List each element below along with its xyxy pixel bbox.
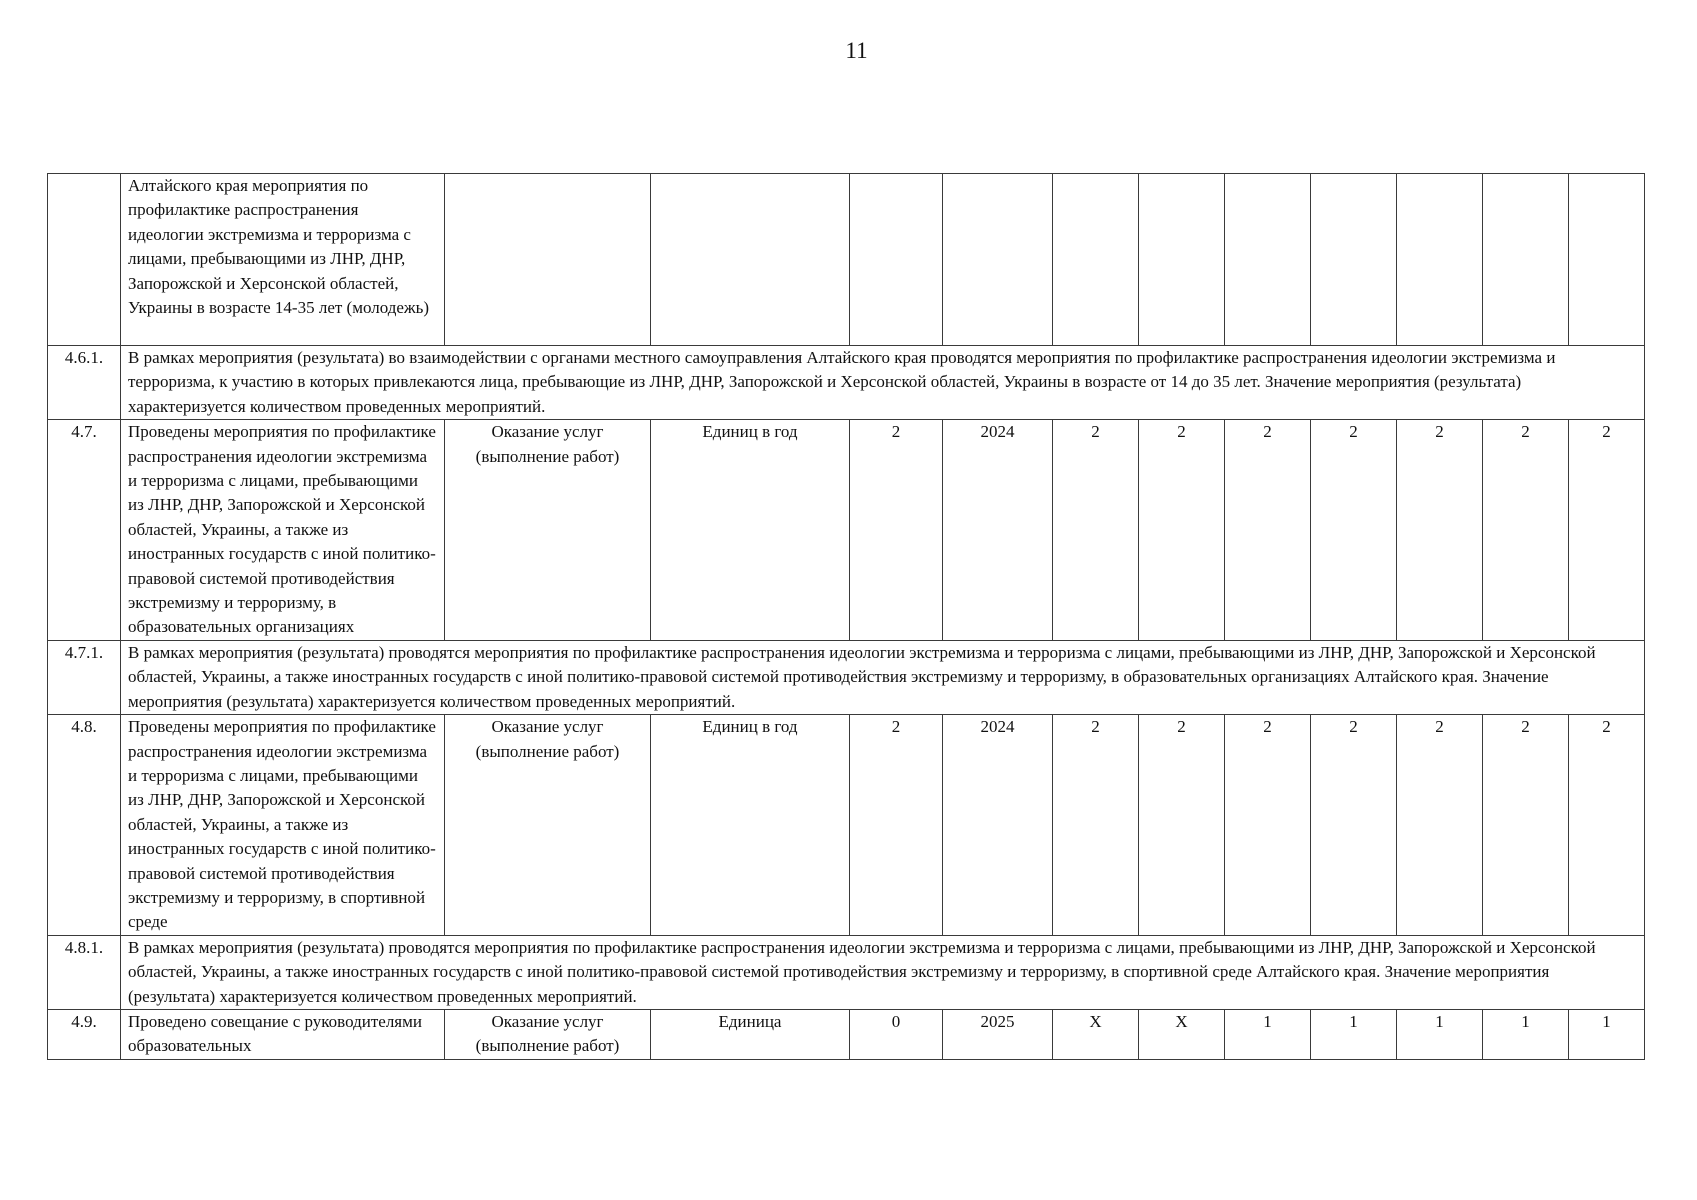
value-cell: 1 [1483, 1009, 1569, 1059]
indicator-table [47, 173, 1645, 1060]
type-cell: Оказание услуг (выполнение работ) [445, 420, 651, 641]
unit-cell: Единиц в год [651, 715, 850, 936]
description-cell: В рамках мероприятия (результата) проводятся мероприятия по профилактике распространения идеологии экстремизма и терроризма с лицами, пребывающими из ЛНР, ДНР, Запорожской и Херсонской областей, Украины, а также иностранных государств с иной политико-правовой системой противодействия экстремизму и терроризму, в спортивной среде Алтайского края. Значение мероприятия (результата) характеризуется количеством проведенных мероприятий. [121, 935, 1645, 1009]
table-row-4-9 [48, 1009, 1645, 1059]
empty-cell [651, 174, 850, 346]
row-number-cell: 4.6.1. [48, 346, 121, 420]
value-cell: 2 [1139, 715, 1225, 936]
table-row-continuation [48, 174, 1645, 346]
value-cell: 2 [1225, 715, 1311, 936]
row-number-cell: 4.7.1. [48, 640, 121, 714]
empty-cell [850, 174, 943, 346]
value-cell: 2 [1397, 715, 1483, 936]
row-number-cell [48, 174, 121, 346]
description-cell: В рамках мероприятия (результата) во взаимодействии с органами местного самоуправления Алтайского края проводятся мероприятия по профилактике распространения идеологии экстремизма и терроризма, к участию в которых привлекаются лица, пребывающие из ЛНР, ДНР, Запорожской и Херсонской областей, Украины в возрасте от 14 до 35 лет. Значение мероприятия (результата) характеризуется количеством проведенных мероприятий. [121, 346, 1645, 420]
measure-name-cell: Алтайского края мероприятия по профилактике распространения идеологии экстремизма и терроризма с лицами, пребывающими из ЛНР, ДНР, Запорожской и Херсонской областей, Украины в возрасте 14-35 лет (молодежь) [121, 174, 445, 346]
type-cell: Оказание услуг (выполнение работ) [445, 1009, 651, 1059]
row-number-cell: 4.8.1. [48, 935, 121, 1009]
base-year-cell: 2025 [943, 1009, 1053, 1059]
unit-cell: Единица [651, 1009, 850, 1059]
empty-cell [1483, 174, 1569, 346]
value-cell: 2 [1569, 420, 1645, 641]
value-cell: 2 [1053, 715, 1139, 936]
base-year-cell: 2024 [943, 715, 1053, 936]
table-row-description-4-7-1 [48, 640, 1645, 714]
empty-cell [1397, 174, 1483, 346]
description-cell: В рамках мероприятия (результата) проводятся мероприятия по профилактике распространения идеологии экстремизма и терроризма с лицами, пребывающими из ЛНР, ДНР, Запорожской и Херсонской областей, Украины, а также иностранных государств с иной политико-правовой системой противодействия экстремизму и терроризму, в образовательных организациях Алтайского края. Значение мероприятия (результата) характеризуется количеством проведенных мероприятий. [121, 640, 1645, 714]
empty-cell [1569, 174, 1645, 346]
value-cell: 1 [1311, 1009, 1397, 1059]
value-cell: 2 [1397, 420, 1483, 641]
measure-name-cell: Проведены мероприятия по профилактике распространения идеологии экстремизма и терроризма с лицами, пребывающими из ЛНР, ДНР, Запорожской и Херсонской областей, Украины, а также из иностранных государств с иной политико-правовой системой противодействия экстремизму и терроризму, в спортивной среде [121, 715, 445, 936]
empty-cell [1053, 174, 1139, 346]
value-cell: 2 [1311, 420, 1397, 641]
base-value-cell: 2 [850, 420, 943, 641]
value-cell: 2 [1225, 420, 1311, 641]
empty-cell [943, 174, 1053, 346]
unit-cell: Единиц в год [651, 420, 850, 641]
value-cell: 2 [1139, 420, 1225, 641]
empty-cell [1225, 174, 1311, 346]
value-cell: 2 [1053, 420, 1139, 641]
measure-name-cell: Проведены мероприятия по профилактике распространения идеологии экстремизма и терроризма с лицами, пребывающими из ЛНР, ДНР, Запорожской и Херсонской областей, Украины, а также из иностранных государств с иной политико-правовой системой противодействия экстремизму и терроризму, в образовательных организациях [121, 420, 445, 641]
empty-cell [445, 174, 651, 346]
value-cell: 1 [1397, 1009, 1483, 1059]
base-value-cell: 2 [850, 715, 943, 936]
page-number: 11 [845, 38, 868, 63]
row-number-cell: 4.8. [48, 715, 121, 936]
value-cell: 2 [1483, 715, 1569, 936]
value-cell: Х [1139, 1009, 1225, 1059]
value-cell: 1 [1225, 1009, 1311, 1059]
table-row-description-4-8-1 [48, 935, 1645, 1009]
row-number-cell: 4.7. [48, 420, 121, 641]
value-cell: Х [1053, 1009, 1139, 1059]
measure-name-cell: Проведено совещание с руководителями образовательных [121, 1009, 445, 1059]
row-number-cell: 4.9. [48, 1009, 121, 1059]
empty-cell [1311, 174, 1397, 346]
value-cell: 2 [1569, 715, 1645, 936]
table-row-description-4-6-1 [48, 346, 1645, 420]
table-row-4-7 [48, 420, 1645, 641]
value-cell: 2 [1483, 420, 1569, 641]
table-row-4-8 [48, 715, 1645, 936]
type-cell: Оказание услуг (выполнение работ) [445, 715, 651, 936]
value-cell: 2 [1311, 715, 1397, 936]
value-cell: 1 [1569, 1009, 1645, 1059]
empty-cell [1139, 174, 1225, 346]
base-value-cell: 0 [850, 1009, 943, 1059]
base-year-cell: 2024 [943, 420, 1053, 641]
